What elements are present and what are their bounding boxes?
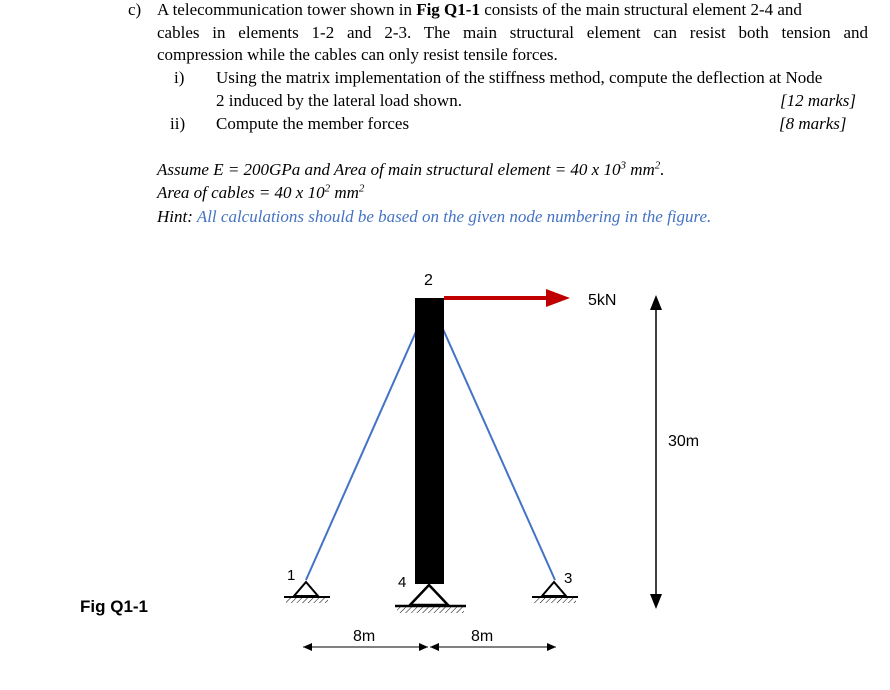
assume-end: . [660,160,665,179]
question-line-1b: consists of the main structural element 2-4 and [479,0,802,19]
hint-label: Hint: [157,207,197,226]
cable-2-3 [430,300,555,580]
main-member-2-4 [415,298,444,584]
node-label-3: 3 [564,570,573,587]
cable-area-unit-exponent: 2 [358,182,365,195]
assume-unit: mm [625,160,655,179]
part-i-text-2: 2 induced by the lateral load shown. [216,91,462,110]
part-i-text-1: Using the matrix implementation of the stiffness method, compute the deflection at Node [216,68,823,87]
question-line-1a: A telecommunication tower shown in [157,0,417,19]
part-ii-number: ii) [170,114,186,133]
node-label-1: 1 [287,567,296,584]
span-label-left: 8m [353,628,376,645]
assume-exponent: 3 [620,159,626,172]
hint-body: All calculations should be based on the given node numbering in the figure. [196,207,712,226]
part-i-marks: [12 marks] [780,91,857,110]
node-label-2: 2 [424,272,433,289]
cable-area-unit: mm [330,183,359,202]
support-node-1 [284,582,330,603]
question-prefix: c) [128,0,142,19]
load-label: 5kN [588,292,617,309]
span-label-right: 8m [471,628,494,645]
height-label: 30m [668,433,700,450]
question-line-2: cables in elements 1-2 and 2-3. The main structural element can resist both tension and [157,23,868,42]
node-label-4: 4 [398,574,407,591]
part-i-number: i) [174,68,185,87]
cable-area-text: Area of cables = 40 x 10 [157,183,325,202]
load-arrow [444,289,570,307]
cable-area-exponent: 2 [324,182,331,195]
assume-unit-exponent: 2 [654,159,661,172]
fig-reference: Fig Q1-1 [416,0,480,19]
part-ii-text: Compute the member forces [216,114,410,133]
figure-label: Fig Q1-1 [80,597,149,616]
assume-text: Assume E = 200GPa and Area of main structural element = 40 x 10 [157,160,621,179]
part-ii-marks: [8 marks] [779,114,847,133]
cable-1-2 [306,300,430,580]
height-dimension-arrow [650,295,662,609]
question-line-3: compression while the cables can only resist tensile forces. [157,45,558,64]
